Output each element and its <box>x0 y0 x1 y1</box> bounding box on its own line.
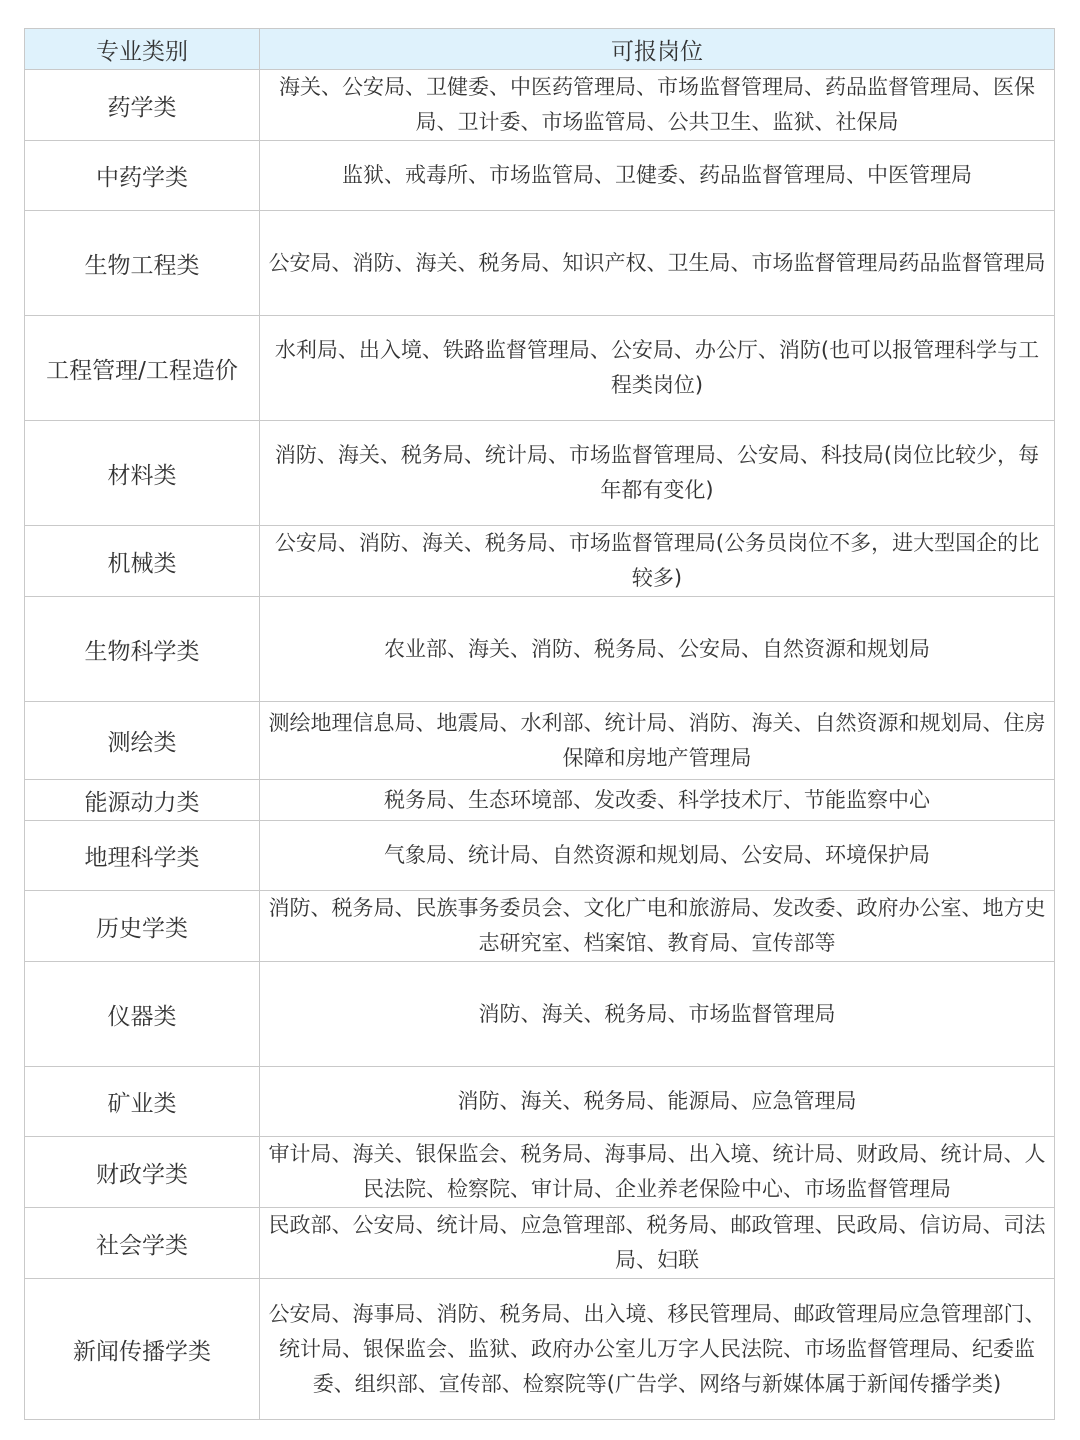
positions-cell: 消防、税务局、民族事务委员会、文化广电和旅游局、发改委、政府办公室、地方史志研究室、档案馆、教育局、宣传部等 <box>260 891 1055 962</box>
category-cell: 财政学类 <box>25 1137 260 1208</box>
positions-cell: 公安局、消防、海关、税务局、市场监督管理局(公务员岗位不多，进大型国企的比较多) <box>260 526 1055 597</box>
category-cell: 中药学类 <box>25 141 260 211</box>
positions-cell: 公安局、海事局、消防、税务局、出入境、移民管理局、邮政管理局应急管理部门、统计局、银保监会、监狱、政府办公室儿万字人民法院、市场监督管理局、纪委监委、组织部、宣传部、检察院等(广告学、网络与新媒体属于新闻传播学类) <box>260 1279 1055 1420</box>
table-row <box>25 891 1055 962</box>
category-cell: 新闻传播学类 <box>25 1279 260 1420</box>
category-cell: 工程管理/工程造价 <box>25 316 260 421</box>
positions-cell: 水利局、出入境、铁路监督管理局、公安局、办公厅、消防(也可以报管理科学与工程类岗位) <box>260 316 1055 421</box>
positions-cell: 农业部、海关、消防、税务局、公安局、自然资源和规划局 <box>260 597 1055 702</box>
category-cell: 机械类 <box>25 526 260 597</box>
category-cell: 生物科学类 <box>25 597 260 702</box>
category-cell: 药学类 <box>25 70 260 141</box>
majors-positions-table <box>24 28 1055 1420</box>
header-category: 专业类别 <box>25 29 260 70</box>
table-row <box>25 821 1055 891</box>
table-row <box>25 70 1055 141</box>
category-cell: 测绘类 <box>25 702 260 780</box>
category-cell: 地理科学类 <box>25 821 260 891</box>
category-cell: 矿业类 <box>25 1067 260 1137</box>
positions-cell: 公安局、消防、海关、税务局、知识产权、卫生局、市场监督管理局药品监督管理局 <box>260 211 1055 316</box>
table-row <box>25 780 1055 821</box>
table-row <box>25 1067 1055 1137</box>
category-cell: 社会学类 <box>25 1208 260 1279</box>
table-row <box>25 1208 1055 1279</box>
positions-cell: 消防、海关、税务局、统计局、市场监督管理局、公安局、科技局(岗位比较少，每年都有变化) <box>260 421 1055 526</box>
positions-cell: 测绘地理信息局、地震局、水利部、统计局、消防、海关、自然资源和规划局、住房保障和房地产管理局 <box>260 702 1055 780</box>
positions-cell: 监狱、戒毒所、市场监管局、卫健委、药品监督管理局、中医管理局 <box>260 141 1055 211</box>
category-cell: 材料类 <box>25 421 260 526</box>
table-row <box>25 421 1055 526</box>
header-positions: 可报岗位 <box>260 29 1055 70</box>
table-row <box>25 702 1055 780</box>
table-row <box>25 597 1055 702</box>
table-row <box>25 1279 1055 1420</box>
table-row <box>25 211 1055 316</box>
positions-cell: 审计局、海关、银保监会、税务局、海事局、出入境、统计局、财政局、统计局、人民法院、检察院、审计局、企业养老保险中心、市场监督管理局 <box>260 1137 1055 1208</box>
positions-cell: 税务局、生态环境部、发改委、科学技术厅、节能监察中心 <box>260 780 1055 821</box>
positions-cell: 海关、公安局、卫健委、中医药管理局、市场监督管理局、药品监督管理局、医保局、卫计委、市场监管局、公共卫生、监狱、社保局 <box>260 70 1055 141</box>
positions-cell: 消防、海关、税务局、能源局、应急管理局 <box>260 1067 1055 1137</box>
category-cell: 生物工程类 <box>25 211 260 316</box>
category-cell: 仪器类 <box>25 962 260 1067</box>
category-cell: 历史学类 <box>25 891 260 962</box>
table-container <box>24 28 1054 1420</box>
positions-cell: 民政部、公安局、统计局、应急管理部、税务局、邮政管理、民政局、信访局、司法局、妇联 <box>260 1208 1055 1279</box>
table-row <box>25 141 1055 211</box>
header-row <box>25 29 1055 70</box>
positions-cell: 消防、海关、税务局、市场监督管理局 <box>260 962 1055 1067</box>
table-row <box>25 962 1055 1067</box>
table-row <box>25 526 1055 597</box>
positions-cell: 气象局、统计局、自然资源和规划局、公安局、环境保护局 <box>260 821 1055 891</box>
table-row <box>25 1137 1055 1208</box>
category-cell: 能源动力类 <box>25 780 260 821</box>
table-row <box>25 316 1055 421</box>
